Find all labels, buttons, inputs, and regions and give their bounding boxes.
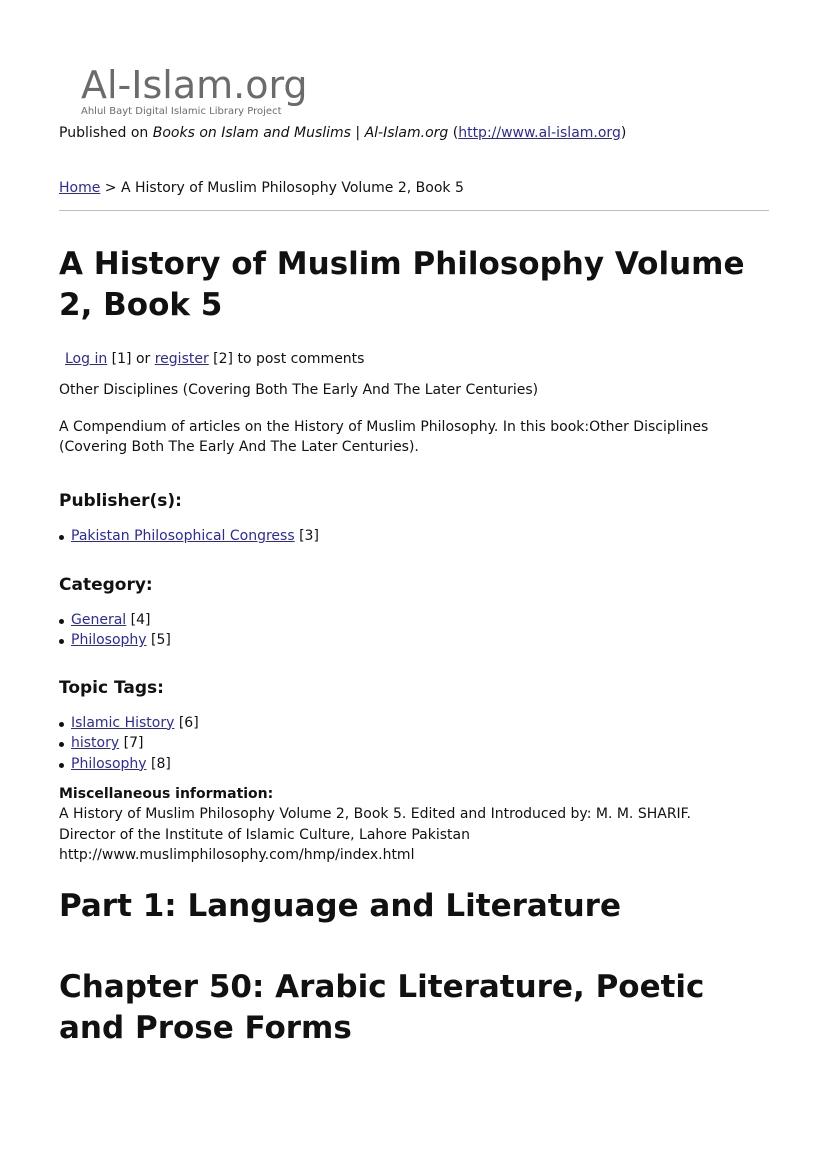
site-url-link[interactable]: http://www.al-islam.org	[458, 125, 621, 141]
publishers-list	[59, 526, 769, 547]
register-link[interactable]: register	[154, 351, 209, 367]
list-item: General [4]	[59, 610, 769, 631]
part-heading: Part 1: Language and Literature	[59, 887, 621, 924]
comment-auth-line: Log in [1] or register [2] to post comments	[65, 351, 365, 367]
misc-info-line: Director of the Institute of Islamic Culture, Lahore Pakistan	[59, 826, 470, 843]
book-description: A Compendium of articles on the History of Muslim Philosophy. In this book:Other Disciplines (Covering Both The Early And The Later Centuries).	[59, 419, 709, 455]
breadcrumb-current: A History of Muslim Philosophy Volume 2, Book 5	[120, 180, 464, 196]
list-item: Philosophy [5]	[59, 630, 769, 651]
list-item: Pakistan Philosophical Congress [3]	[59, 526, 769, 547]
misc-info-heading: Miscellaneous information:	[59, 786, 274, 802]
book-subtitle: Other Disciplines (Covering Both The Early And The Later Centuries)	[59, 382, 539, 398]
chapter-heading: Chapter 50: Arabic Literature, Poetic and Prose Forms	[59, 968, 705, 1046]
list-item: history [7]	[59, 733, 769, 754]
category-heading: Category:	[59, 574, 153, 595]
list-item: Islamic History [6]	[59, 713, 769, 734]
page-title: A History of Muslim Philosophy Volume 2, Book 5	[59, 246, 745, 323]
category-link-general[interactable]: General	[71, 611, 127, 628]
al-islam-logo[interactable]	[79, 62, 339, 118]
misc-info-line: A History of Muslim Philosophy Volume 2, Book 5. Edited and Introduced by: M. M. SHARIF.	[59, 806, 691, 822]
category-list	[59, 610, 769, 651]
list-item: Philosophy [8]	[59, 754, 769, 775]
misc-info-line: http://www.muslimphilosophy.com/hmp/index.html	[59, 847, 415, 863]
misc-info	[59, 784, 769, 866]
breadcrumb-home-link[interactable]: Home	[59, 180, 101, 196]
logo-text: Al-Islam.org	[81, 63, 308, 107]
logo-subtitle: Ahlul Bayt Digital Islamic Library Project	[81, 106, 282, 117]
publisher-link[interactable]: Pakistan Philosophical Congress	[71, 528, 295, 544]
login-link[interactable]: Log in	[65, 351, 108, 367]
tag-link-history[interactable]: history	[71, 735, 120, 751]
published-site: Books on Islam and Muslims | Al-Islam.org	[152, 125, 449, 141]
breadcrumb: Home > A History of Muslim Philosophy Volume 2, Book 5	[59, 180, 464, 196]
tag-link-islamic-history[interactable]: Islamic History	[71, 714, 175, 731]
topic-tags-heading: Topic Tags:	[59, 677, 164, 698]
tag-link-philosophy[interactable]: Philosophy	[71, 755, 147, 772]
divider	[59, 210, 769, 211]
document-page	[59, 62, 769, 1049]
topic-tags-list	[59, 713, 769, 775]
publishers-heading: Publisher(s):	[59, 491, 182, 511]
category-link-philosophy[interactable]: Philosophy	[71, 632, 147, 648]
published-line: Published on Books on Islam and Muslims | Al-Islam.org (http://www.al-islam.org)	[59, 125, 627, 141]
